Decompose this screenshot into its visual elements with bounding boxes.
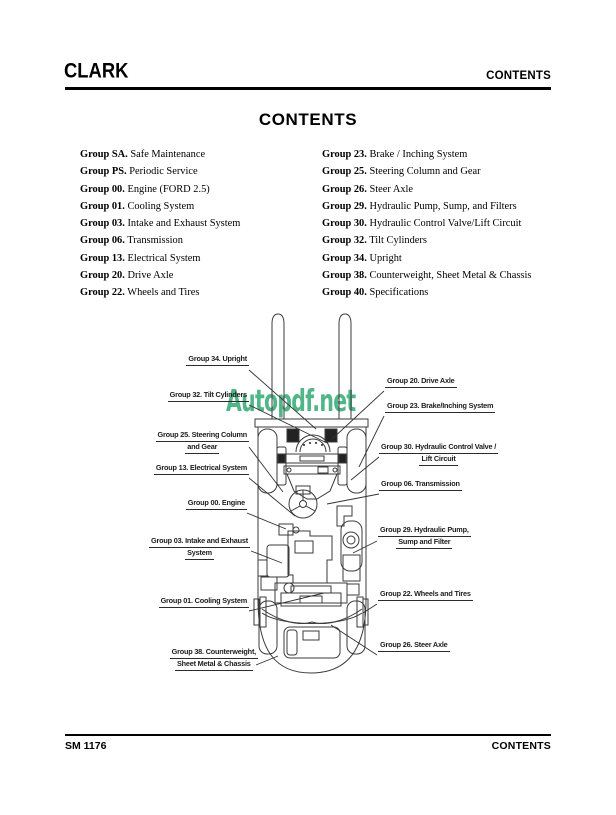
toc-entry: Group 20. Drive Axle xyxy=(80,269,174,281)
diagram-label-tilt-cylinders: Group 32. Tilt Cylinders xyxy=(168,390,249,402)
toc-entry: Group 06. Transmission xyxy=(80,235,183,247)
diagram-label-steering-column: Group 25. Steering Column and Gear xyxy=(156,430,249,454)
watermark: Autopdf.net xyxy=(226,384,356,419)
diagram-label-electrical: Group 13. Electrical System xyxy=(154,463,249,475)
carriage-bar xyxy=(255,419,368,427)
diagram-label-upright: Group 34. Upright xyxy=(186,354,249,366)
header-section-label: CONTENTS xyxy=(486,70,551,82)
toc-entry: Group 00. Engine (FORD 2.5) xyxy=(80,183,210,195)
fork-left xyxy=(272,314,284,419)
footer-section-label: CONTENTS xyxy=(491,740,551,752)
toc-entry: Group 29. Hydraulic Pump, Sump, and Filters xyxy=(322,200,517,212)
diagram-label-hydraulic-pump: Group 29. Hydraulic Pump, Sump and Filter xyxy=(378,525,471,549)
diagram-label-brake-inching: Group 23. Brake/Inching System xyxy=(385,401,495,413)
chassis-outline xyxy=(258,427,366,673)
toc-entry: Group PS. Periodic Service xyxy=(80,166,198,178)
toc-entry: Group 26. Steer Axle xyxy=(322,183,414,195)
diagram-label-engine: Group 00. Engine xyxy=(186,498,247,510)
toc-entry: Group 32. Tilt Cylinders xyxy=(322,235,427,247)
toc-entry: Group 38. Counterweight, Sheet Metal & Chassis xyxy=(322,269,532,281)
page-title: CONTENTS xyxy=(258,110,358,129)
diagram-label-steer-axle: Group 26. Steer Axle xyxy=(378,640,450,652)
toc-entry: Group 23. Brake / Inching System xyxy=(322,149,468,160)
toc-entry: Group 34. Upright xyxy=(322,252,402,264)
toc-entry: Group 40. Specifications xyxy=(322,287,429,298)
toc-entry: Group 25. Steering Column and Gear xyxy=(322,166,481,178)
toc-entry: Group SA. Safe Maintenance xyxy=(80,149,206,160)
toc-entry: Group 30. Hydraulic Control Valve/Lift Circuit xyxy=(322,218,522,229)
toc-entry: Group 01. Cooling System xyxy=(80,200,195,212)
toc-entry: Group 13. Electrical System xyxy=(80,252,201,264)
diagram-label-transmission: Group 06. Transmission xyxy=(379,479,462,491)
diagram-label-wheels-tires: Group 22. Wheels and Tires xyxy=(378,589,473,601)
footer-doc-number: SM 1176 xyxy=(65,740,107,752)
diagram-label-cooling: Group 01. Cooling System xyxy=(159,596,249,608)
toc-entry: Group 03. Intake and Exhaust System xyxy=(80,218,241,229)
fork-right xyxy=(339,314,351,419)
diagram-label-counterweight: Group 38. Counterweight, Sheet Metal & Chassis xyxy=(170,647,258,671)
diagram-label-control-valve: Group 30. Hydraulic Control Valve / Lift Circuit xyxy=(379,442,498,466)
toc-entry: Group 22. Wheels and Tires xyxy=(80,287,200,298)
clark-logo: CLARK xyxy=(64,59,129,83)
diagram-label-intake-exhaust: Group 03. Intake and Exhaust System xyxy=(149,536,250,560)
diagram-label-drive-axle: Group 20. Drive Axle xyxy=(385,376,457,388)
